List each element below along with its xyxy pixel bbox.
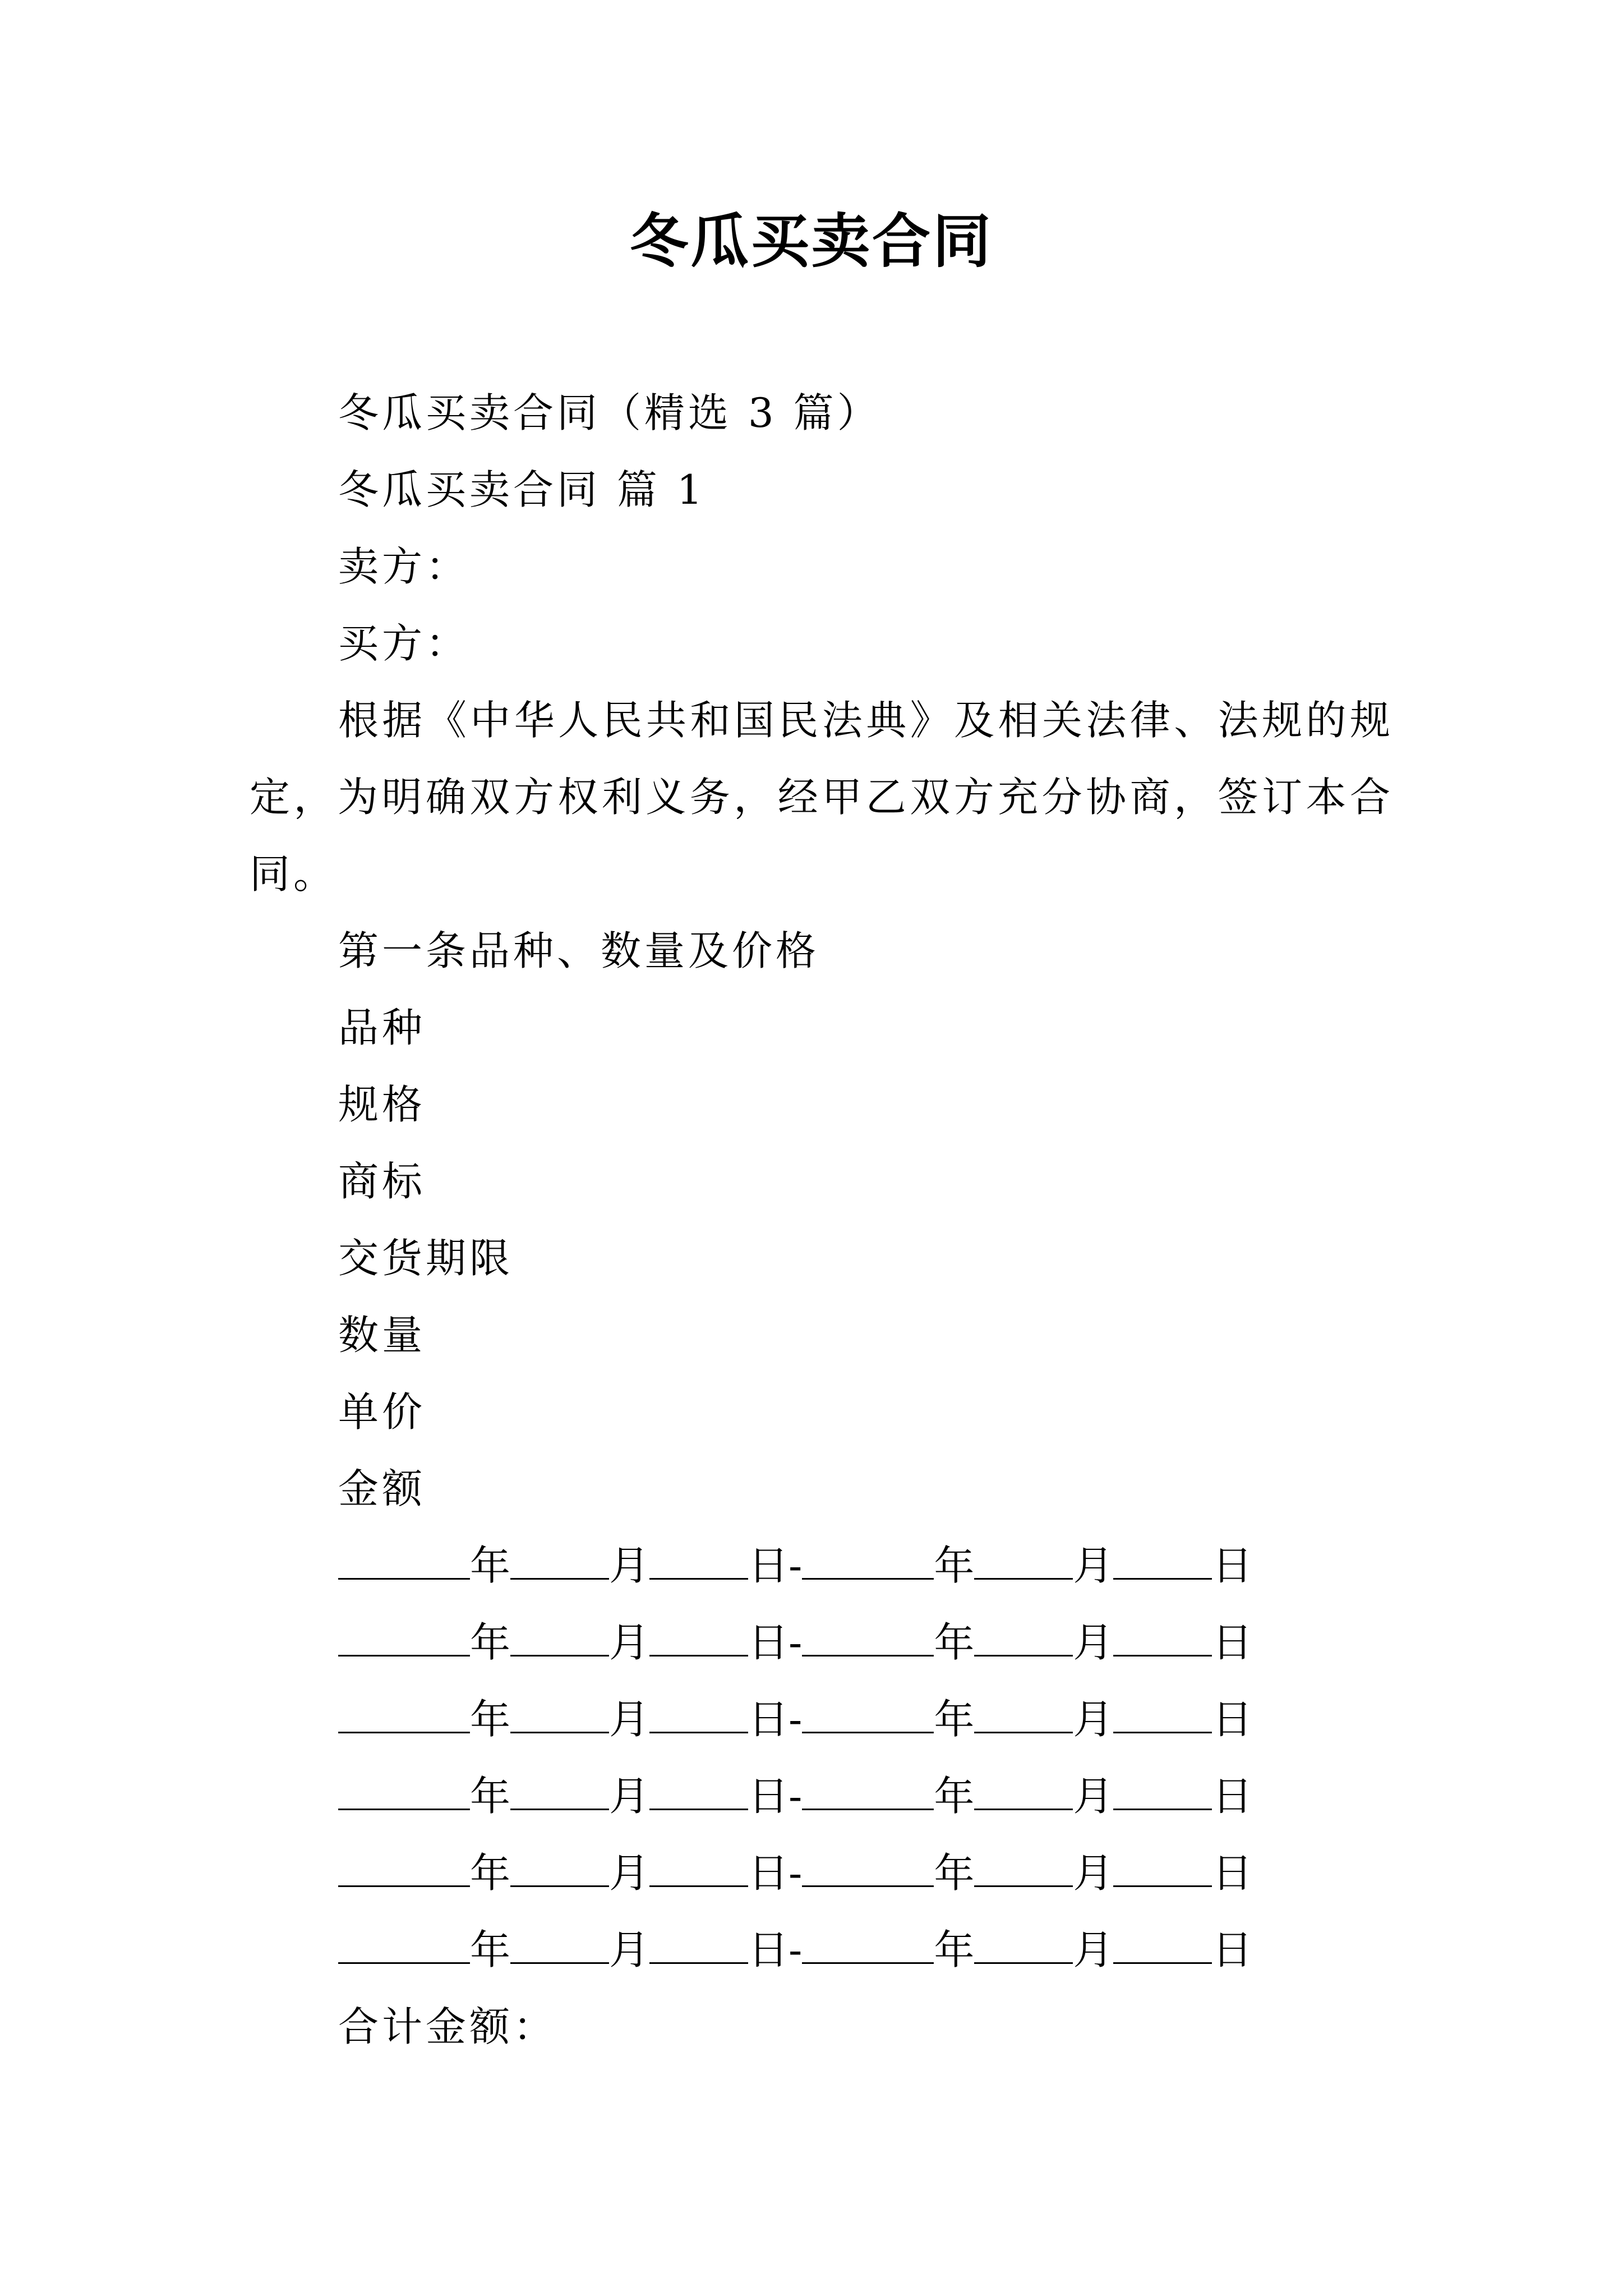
date-unit-year: 年 xyxy=(934,1926,975,1973)
date-blank-month[interactable] xyxy=(510,1697,609,1733)
date-unit-day: 日 xyxy=(1212,1926,1253,1973)
section-heading: 冬瓜买卖合同 篇 1 xyxy=(338,466,706,513)
date-blank-month[interactable] xyxy=(510,1774,609,1810)
date-range-separator: - xyxy=(789,1849,803,1897)
date-blank-day[interactable] xyxy=(1113,1774,1212,1810)
date-unit-month: 月 xyxy=(609,1696,650,1743)
date-blank-year[interactable] xyxy=(802,1774,934,1810)
date-blank-day[interactable] xyxy=(649,1774,748,1810)
date-unit-day: 日 xyxy=(1212,1849,1253,1897)
date-blank-day[interactable] xyxy=(649,1697,748,1733)
date-unit-day: 日 xyxy=(1212,1619,1253,1666)
date-unit-month: 月 xyxy=(609,1542,650,1589)
date-range-row xyxy=(250,1912,1394,1989)
date-blank-month[interactable] xyxy=(974,1543,1073,1580)
date-blank-month[interactable] xyxy=(974,1774,1073,1810)
date-blank-day[interactable] xyxy=(1113,1851,1212,1887)
date-unit-year: 年 xyxy=(470,1926,511,1973)
date-range-row xyxy=(250,1681,1394,1758)
preamble-paragraph: 根据《中华人民共和国民法典》及相关法律、法规的规定，为明确双方权利义务，经甲乙双方充分协商，签订本合同。 xyxy=(250,697,1394,898)
date-unit-day: 日 xyxy=(748,1773,789,1820)
date-unit-month: 月 xyxy=(1073,1849,1114,1897)
date-blank-day[interactable] xyxy=(649,1620,748,1657)
date-blank-day[interactable] xyxy=(1113,1543,1212,1580)
date-unit-month: 月 xyxy=(1073,1926,1114,1973)
date-blank-month[interactable] xyxy=(510,1927,609,1964)
date-blank-year[interactable] xyxy=(338,1543,470,1580)
date-unit-month: 月 xyxy=(1073,1542,1114,1589)
date-unit-year: 年 xyxy=(470,1696,511,1743)
date-unit-day: 日 xyxy=(748,1619,789,1666)
date-blank-month[interactable] xyxy=(510,1851,609,1887)
date-unit-month: 月 xyxy=(609,1773,650,1820)
date-blank-year[interactable] xyxy=(338,1927,470,1964)
date-unit-month: 月 xyxy=(609,1849,650,1897)
date-blank-year[interactable] xyxy=(802,1543,934,1580)
date-blank-day[interactable] xyxy=(649,1927,748,1964)
date-blank-day[interactable] xyxy=(1113,1927,1212,1964)
date-blank-year[interactable] xyxy=(802,1927,934,1964)
date-range-separator: - xyxy=(789,1773,803,1820)
date-blank-year[interactable] xyxy=(338,1620,470,1657)
document-body xyxy=(250,375,1394,2065)
field-label: 金额 xyxy=(338,1465,426,1512)
field-label: 数量 xyxy=(338,1312,426,1359)
date-range-list xyxy=(250,1527,1394,1989)
article-1-heading: 第一条品种、数量及价格 xyxy=(338,927,820,974)
date-unit-year: 年 xyxy=(934,1542,975,1589)
total-amount-label: 合计金额： xyxy=(338,2003,557,2050)
date-unit-day: 日 xyxy=(748,1849,789,1897)
date-range-row xyxy=(250,1758,1394,1835)
field-label: 商标 xyxy=(338,1158,426,1205)
date-unit-year: 年 xyxy=(470,1619,511,1666)
date-range-separator: - xyxy=(789,1619,803,1666)
date-range-row xyxy=(250,1604,1394,1681)
date-blank-month[interactable] xyxy=(974,1927,1073,1964)
document-subtitle: 冬瓜买卖合同（精选 3 篇） xyxy=(338,389,881,436)
date-blank-year[interactable] xyxy=(802,1697,934,1733)
field-label: 交货期限 xyxy=(338,1235,514,1282)
date-unit-year: 年 xyxy=(934,1696,975,1743)
date-blank-month[interactable] xyxy=(510,1543,609,1580)
date-unit-month: 月 xyxy=(1073,1619,1114,1666)
date-range-separator: - xyxy=(789,1926,803,1973)
date-blank-year[interactable] xyxy=(338,1697,470,1733)
date-unit-year: 年 xyxy=(470,1542,511,1589)
date-blank-month[interactable] xyxy=(974,1620,1073,1657)
date-unit-day: 日 xyxy=(1212,1542,1253,1589)
date-unit-year: 年 xyxy=(934,1619,975,1666)
date-blank-day[interactable] xyxy=(649,1543,748,1580)
date-blank-year[interactable] xyxy=(802,1620,934,1657)
date-unit-day: 日 xyxy=(748,1542,789,1589)
date-blank-day[interactable] xyxy=(1113,1697,1212,1733)
date-unit-year: 年 xyxy=(470,1773,511,1820)
date-range-separator: - xyxy=(789,1542,803,1589)
date-blank-day[interactable] xyxy=(649,1851,748,1887)
date-blank-day[interactable] xyxy=(1113,1620,1212,1657)
date-range-separator: - xyxy=(789,1696,803,1743)
date-blank-year[interactable] xyxy=(338,1774,470,1810)
date-unit-month: 月 xyxy=(609,1926,650,1973)
date-unit-day: 日 xyxy=(748,1696,789,1743)
date-unit-year: 年 xyxy=(934,1773,975,1820)
date-unit-month: 月 xyxy=(1073,1696,1114,1743)
date-blank-month[interactable] xyxy=(974,1697,1073,1733)
date-blank-month[interactable] xyxy=(510,1620,609,1657)
date-blank-year[interactable] xyxy=(338,1851,470,1887)
seller-label: 卖方： xyxy=(338,543,470,590)
buyer-label: 买方： xyxy=(338,620,470,667)
date-unit-year: 年 xyxy=(934,1849,975,1897)
date-range-row xyxy=(250,1835,1394,1912)
date-unit-day: 日 xyxy=(1212,1696,1253,1743)
date-unit-day: 日 xyxy=(1212,1773,1253,1820)
field-label: 单价 xyxy=(338,1388,426,1435)
date-blank-month[interactable] xyxy=(974,1851,1073,1887)
date-blank-year[interactable] xyxy=(802,1851,934,1887)
date-unit-day: 日 xyxy=(748,1926,789,1973)
date-unit-month: 月 xyxy=(609,1619,650,1666)
field-list xyxy=(250,990,1394,1527)
date-range-row xyxy=(250,1527,1394,1604)
date-unit-year: 年 xyxy=(470,1849,511,1897)
date-unit-month: 月 xyxy=(1073,1773,1114,1820)
field-label: 品种 xyxy=(338,1004,426,1051)
field-label: 规格 xyxy=(338,1081,426,1128)
document-title: 冬瓜买卖合同 xyxy=(629,206,993,275)
